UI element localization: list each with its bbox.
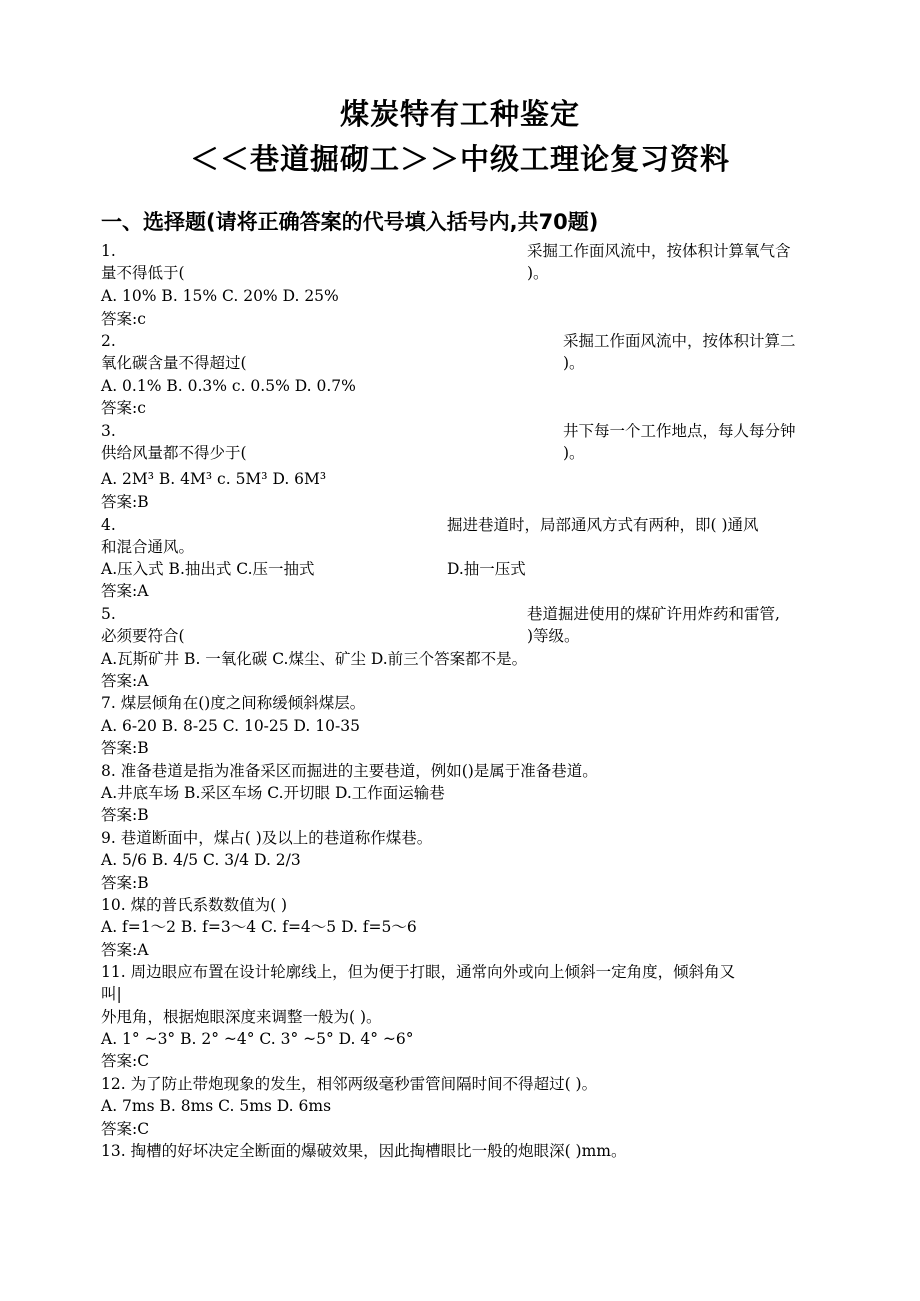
question-2-stem-cont: 氧化碳含量不得超过( — [101, 354, 247, 372]
section-heading: 一、选择题(请将正确答案的代号填入括号内,共70题) — [101, 210, 599, 234]
question-7-options: A. 6-20 B. 8-25 C. 10-25 D. 10-35 — [101, 717, 360, 735]
question-10-stem: 10. 煤的普氏系数数值为( ) — [101, 896, 288, 914]
question-9-options: A. 5/6 B. 4/5 C. 3/4 D. 2/3 — [101, 851, 301, 869]
question-5-answer: 答案:A — [101, 672, 149, 690]
question-4-options: A.压入式 B.抽出式 C.压一抽式 — [101, 560, 315, 578]
question-13-stem: 13. 掏槽的好坏决定全断面的爆破效果，因此掏槽眼比一般的炮眼深( )mm。 — [101, 1142, 627, 1160]
question-12-stem: 12. 为了防止带炮现象的发生，相邻两级毫秒雷管间隔时间不得超过( )。 — [101, 1075, 598, 1093]
question-1-stem-end: )。 — [527, 264, 549, 282]
question-10-answer: 答案:A — [101, 941, 149, 959]
question-3-stem-cont: 供给风量都不得少于( — [101, 444, 247, 462]
question-5-options: A.瓦斯矿井 B. 一氧化碳 C.煤尘、矿尘 D.前三个答案都不是。 — [101, 650, 528, 668]
question-3-stem-end: )。 — [563, 444, 585, 462]
question-8-answer: 答案:B — [101, 806, 149, 824]
question-1-stem-cont: 量不得低于( — [101, 264, 185, 282]
question-1-answer: 答案:c — [101, 310, 146, 328]
question-4-option-d: D.抽一压式 — [447, 560, 526, 578]
question-3-number: 3. — [101, 422, 116, 440]
question-4-answer: 答案:A — [101, 582, 149, 600]
question-7-answer: 答案:B — [101, 739, 149, 757]
question-11-stem-line3: 外甩角，根据炮眼深度来调整一般为( )。 — [101, 1008, 382, 1026]
question-2-options: A. 0.1% B. 0.3% c. 0.5% D. 0.7% — [101, 377, 356, 395]
document-title: 煤炭特有工种鉴定 — [339, 97, 580, 131]
question-8-options: A.井底车场 B.采区车场 C.开切眼 D.工作面运输巷 — [101, 784, 445, 802]
question-12-answer: 答案:C — [101, 1120, 150, 1138]
question-2-answer: 答案:c — [101, 399, 146, 417]
question-8-stem: 8. 准备巷道是指为准备采区而掘进的主要巷道，例如()是属于准备巷道。 — [101, 762, 598, 780]
question-2-stem-end: )。 — [563, 354, 585, 372]
question-11-stem-cont: 叫| — [101, 985, 122, 1003]
question-4-stem: 掘进巷道时，局部通风方式有两种，即( )通风 — [447, 516, 759, 534]
question-5-stem: 巷道掘进使用的煤矿许用炸药和雷管, — [527, 605, 780, 623]
question-2-number: 2. — [101, 332, 116, 350]
question-5-number: 5. — [101, 605, 116, 623]
question-5-stem-cont: 必须要符合( — [101, 627, 185, 645]
question-4-number: 4. — [101, 516, 116, 534]
question-9-stem: 9. 巷道断面中，煤占( )及以上的巷道称作煤巷。 — [101, 829, 433, 847]
question-11-stem: 11. 周边眼应布置在设计轮廓线上，但为便于打眼，通常向外或向上倾斜一定角度，倾斜角又 — [101, 963, 736, 981]
question-3-answer: 答案:B — [101, 493, 149, 511]
question-11-answer: 答案:C — [101, 1052, 150, 1070]
question-3-options: A. 2M³ B. 4M³ c. 5M³ D. 6M³ — [101, 470, 327, 488]
question-4-stem-cont: 和混合通风。 — [101, 538, 195, 556]
question-1-options: A. 10% B. 15% C. 20% D. 25% — [101, 287, 339, 305]
document-subtitle: ＜＜巷道掘砌工＞＞中级工理论复习资料 — [189, 142, 730, 176]
question-5-stem-end: )等级。 — [527, 627, 580, 645]
question-10-options: A. f=1～2 B. f=3～4 C. f=4～5 D. f=5～6 — [101, 918, 417, 936]
question-3-stem: 井下每一个工作地点，每人每分钟 — [563, 422, 796, 440]
question-12-options: A. 7ms B. 8ms C. 5ms D. 6ms — [101, 1097, 332, 1115]
question-9-answer: 答案:B — [101, 874, 149, 892]
question-1-number: 1. — [101, 242, 116, 260]
question-7-stem: 7. 煤层倾角在()度之间称缓倾斜煤层。 — [101, 694, 366, 712]
question-11-options: A. 1° ~3° B. 2° ~4° C. 3° ~5° D. 4° ~6° — [101, 1030, 414, 1048]
question-1-stem: 采掘工作面风流中，按体积计算氧气含 — [527, 242, 791, 260]
question-2-stem: 采掘工作面风流中，按体积计算二 — [563, 332, 796, 350]
